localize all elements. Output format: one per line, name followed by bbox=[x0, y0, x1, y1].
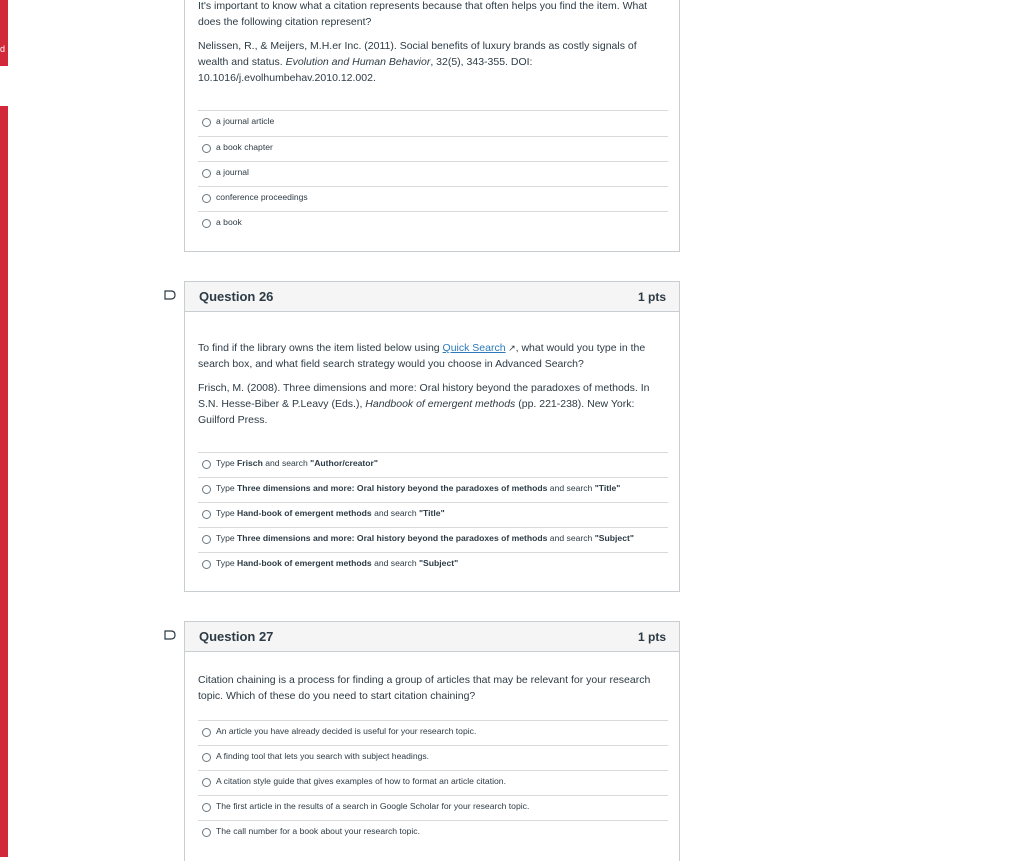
answer-option[interactable]: a book chapter bbox=[198, 137, 668, 162]
question-26-answers bbox=[198, 452, 668, 578]
answer-option[interactable]: The first article in the results of a search in Google Scholar for your research topic. bbox=[198, 796, 668, 821]
answer-option[interactable]: Type Frisch and search "Author/creator" bbox=[198, 453, 668, 478]
radio-button[interactable] bbox=[202, 169, 211, 178]
radio-button[interactable] bbox=[202, 194, 211, 203]
answer-option[interactable]: The call number for a book about your research topic. bbox=[198, 821, 668, 846]
question-25-card bbox=[184, 0, 680, 252]
radio-button[interactable] bbox=[202, 828, 211, 837]
answer-option[interactable]: Type Three dimensions and more: Oral history beyond the paradoxes of methods and search "Title" bbox=[198, 478, 668, 503]
question-25-citation: Nelissen, R., & Meijers, M.H.er Inc. (2011). Social benefits of luxury brands as costly signals of wealth and status. Evolution and Human Behavior, 32(5), 343-355. DOI: 10.1016/j.evolhumbehav.2010.12.002. bbox=[198, 40, 637, 84]
sidebar-accent-top bbox=[0, 0, 8, 66]
question-27-prompt: Citation chaining is a process for finding a group of articles that may be relevant for your research topic. Which of these do you need to start citation chaining? bbox=[198, 674, 651, 702]
answer-option[interactable]: A citation style guide that gives examples of how to format an article citation. bbox=[198, 771, 668, 796]
radio-button[interactable] bbox=[202, 219, 211, 228]
question-26-title: Question 26 bbox=[199, 289, 274, 304]
question-25-prompt: It's important to know what a citation represents because that often helps you find the item. What does the following citation represent? bbox=[198, 0, 648, 28]
question-27-answers bbox=[198, 720, 668, 846]
answer-option[interactable]: a journal article bbox=[198, 111, 668, 137]
answer-option[interactable]: An article you have already decided is useful for your research topic. bbox=[198, 721, 668, 746]
question-26-text bbox=[198, 340, 668, 436]
answer-option[interactable]: Type Hand-book of emergent methods and search "Subject" bbox=[198, 553, 668, 578]
sidebar-accent bbox=[0, 106, 8, 857]
radio-button[interactable] bbox=[202, 460, 211, 469]
answer-option[interactable]: conference proceedings bbox=[198, 187, 668, 212]
question-26-citation: Frisch, M. (2008). Three dimensions and more: Oral history beyond the paradoxes of methods. In S.N. Hesse-Biber & P.Leavy (Eds.), Handbook of emergent methods (pp. 221-238). New York: Guilford Press. bbox=[198, 382, 650, 426]
question-27-header bbox=[185, 622, 679, 652]
question-27-card bbox=[184, 621, 680, 861]
flag-question-icon[interactable] bbox=[164, 290, 176, 300]
radio-button[interactable] bbox=[202, 803, 211, 812]
question-25-answers bbox=[198, 110, 668, 237]
answer-option[interactable]: Type Three dimensions and more: Oral history beyond the paradoxes of methods and search "Subject" bbox=[198, 528, 668, 553]
radio-button[interactable] bbox=[202, 753, 211, 762]
question-26-card bbox=[184, 281, 680, 592]
question-27-title: Question 27 bbox=[199, 629, 274, 644]
answer-option[interactable]: Type Hand-book of emergent methods and search "Title" bbox=[198, 503, 668, 528]
question-26-prompt: To find if the library owns the item listed below using Quick Search ↗, what would you type in the search box, and what field search strategy would you choose in Advanced Search? bbox=[198, 342, 646, 370]
radio-button[interactable] bbox=[202, 778, 211, 787]
answer-option[interactable]: a book bbox=[198, 212, 668, 237]
radio-button[interactable] bbox=[202, 144, 211, 153]
radio-button[interactable] bbox=[202, 118, 211, 127]
sidebar-edge-letter: d bbox=[0, 44, 6, 54]
question-26-header bbox=[185, 282, 679, 312]
answer-option[interactable]: a journal bbox=[198, 162, 668, 187]
external-link-icon: ↗ bbox=[505, 343, 516, 353]
question-25-text bbox=[198, 0, 668, 94]
flag-question-icon[interactable] bbox=[164, 630, 176, 640]
radio-button[interactable] bbox=[202, 728, 211, 737]
question-27-text bbox=[198, 672, 668, 712]
radio-button[interactable] bbox=[202, 560, 211, 569]
answer-option[interactable]: A finding tool that lets you search with subject headings. bbox=[198, 746, 668, 771]
quick-search-link[interactable]: Quick Search bbox=[442, 342, 506, 354]
radio-button[interactable] bbox=[202, 485, 211, 494]
radio-button[interactable] bbox=[202, 535, 211, 544]
radio-button[interactable] bbox=[202, 510, 211, 519]
question-27-points: 1 pts bbox=[637, 630, 666, 644]
question-26-points: 1 pts bbox=[637, 290, 666, 304]
